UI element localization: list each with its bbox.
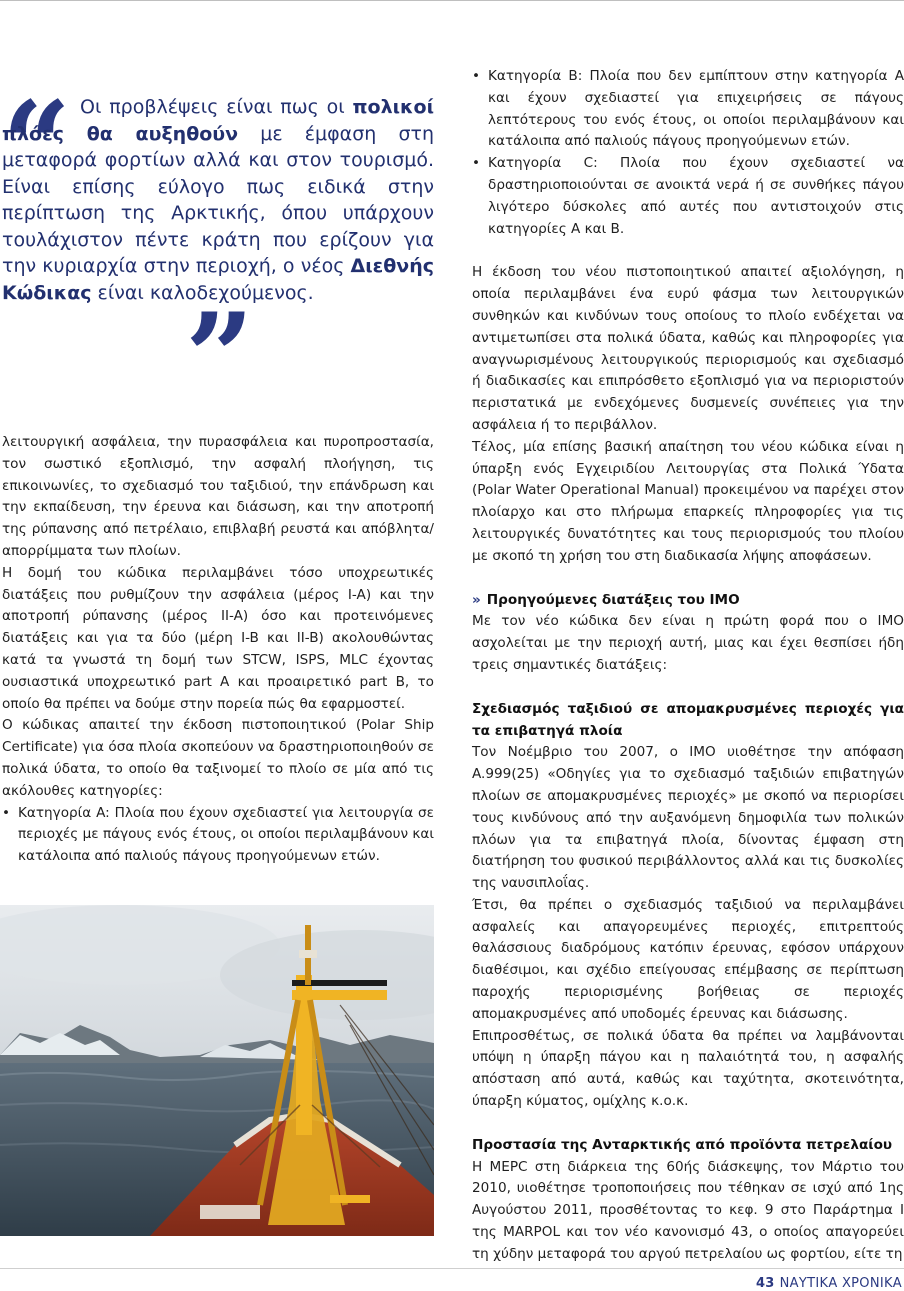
left-paragraph-1: λειτουργική ασφάλεια, την πυρασφάλεια και πυροπροστασία, τον σωστικό εξοπλισμό, την ασφαλή πλοήγηση, τις επικοινωνίες, το σχεδιασμό του ταξιδιού, την επάνδρωση και την εκπαίδευση, την έρευνα και διάσωση, και την αποτροπή της ρύπανσης από πετρέλαιο, επιβλαβή ρευστά και απόβλητα/απορρίμματα των πλοίων. [2, 434, 434, 559]
page-number: 43 [755, 1276, 775, 1291]
pull-quote [2, 75, 434, 428]
page-footer [756, 1276, 902, 1291]
right-paragraph-6: Επιπροσθέτως, σε πολικά ύδατα θα πρέπει να λαμβάνονται υπόψη η ύπαρξη πάγου και η παλαιότητά του, η ασφαλής απόσταση από αυτά, καθώς και ταχύτητα, σκοτεινότητα, ύπαρξη κύματος, ομίχλης κ.ο.κ. [472, 1027, 904, 1110]
right-paragraph-5: Έτσι, θα πρέπει ο σχεδιασμός ταξιδιού να περιλαμβάνει ασφαλείς και απαγορευμένες περιοχές, επιτρεπτούς θαλάσσιους διαδρόμους κατόπιν έρευνας, εφόσον υπάρχουν διαθέσιμοι, και σχέδιο επείγουσας επέμβασης σε περίπτωση παροχής περιορισμένης βοήθειας σε περιοχές απομακρυσμένες από υποδομές έρευνας και διάσωσης. [472, 896, 904, 1022]
ship-photo [0, 905, 434, 1236]
spacer [472, 240, 904, 262]
pull-quote-text [2, 94, 434, 306]
close-quote-icon: ” [185, 287, 255, 428]
subheading-2: Προστασία της Ανταρκτικής από προϊόντα πετρελαίου [472, 1136, 893, 1153]
subheading-1: Σχεδιασμός ταξιδιού σε απομακρυσμένες περιοχές για τα επιβατηγά πλοία [472, 700, 904, 739]
top-rule [0, 0, 904, 1]
footer-rule [0, 1268, 904, 1269]
pq-part3: είναι καλοδεχούμενος. [91, 281, 314, 304]
right-column [472, 66, 904, 1266]
category-c-item: • Κατηγορία C: Πλοία που έχουν σχεδιαστεί να δραστηριοποιούνται σε ανοικτά νερά ή σε συνθήκες πάγου λιγότερο δύσκολες από αυτές που αντιστοιχούν στις κατηγορίες A και B. [472, 153, 904, 240]
category-b-item: • Κατηγορία B: Πλοία που δεν εμπίπτουν στην κατηγορία A και έχουν σχεδιαστεί για επιχειρήσεις σε πάγους λεπτότερους του ενός έτους, οι οποίοι περιλαμβάνουν και κατάλοιπα από παλιούς πάγους προηγούμενων ετών. [472, 66, 904, 153]
right-paragraph-1: Η έκδοση του νέου πιστοποιητικού απαιτεί αξιολόγηση, η οποία περιλαμβάνει ένα ευρύ φάσμα των λειτουργικών συνθηκών και κινδύνων τους οποίους το πλοίο ενδέχεται να αντιμετωπίσει στα πολικά ύδατα, καθώς και πληροφορίες για αναγνωρισμένους λειτουργικούς περιορισμούς και σχεδιασμό ή διαδικασίες και επιπρόσθετο εξοπλισμό για να περιοριστούν περιστατικά με ενδεχόμενες δυσμενείς συνέπειες για την ασφάλεια ή το περιβάλλον. [472, 264, 904, 433]
category-list-continued [472, 66, 904, 240]
spacer [472, 677, 904, 699]
left-paragraph-3: Ο κώδικας απαιτεί την έκδοση πιστοποιητικού (Polar Ship Certificate) για όσα πλοία σκοπεύουν να δραστηριοποιηθούν σε πολικά ύδατα, το οποίο θα ταξινομεί το πλοίο σε μία από τις ακόλουθες κατηγορίες: [2, 717, 434, 799]
chevron-right-icon: » [472, 591, 481, 608]
right-paragraph-7: Η MEPC στη διάρκεια της 60ής διάσκεψης, τον Μάρτιο του 2010, υιοθέτησε τροποποιήσεις που τέθηκαν σε ισχύ από 1ης Αυγούστου 2011, προσθέτοντας το κεφ. 9 στο Παράρτημα I της MARPOL και τον νέο κανονισμό 43, ο οποίος απαγορεύει τη χύδην μεταφορά του αργού πετρελαίου ως φορτίου, είτε τη [472, 1158, 904, 1262]
pq-part2: με έμφαση στη μεταφορά φορτίων αλλά και στον τουρισμό. Είναι επίσης εύλογο πως ειδικά στην περίπτωση της Αρκτικής, όπου υπάρχουν τουλάχιστον πέντε κράτη που ερίζουν για την κυριαρχία στην περιοχή, ο νέος [2, 122, 434, 277]
right-paragraph-2: Τέλος, μία επίσης βασική απαίτηση του νέου κώδικα είναι η ύπαρξη ενός Εγχειριδίου Λειτουργίας στα Πολικά Ύδατα (Polar Water Operational Manual) προκειμένου να παρέχει στον πλοίαρχο και στο πλήρωμα επαρκείς πληροφορίες για τις λειτουργικές δυνατότητες και τους περιορισμούς του πλοίου με σκοπό τη χρήση του στη διαδικασία λήψης αποφάσεων. [472, 438, 904, 564]
ship-bow-icebergs-photo-icon [0, 905, 434, 1236]
spacer [472, 1113, 904, 1135]
section-heading-text: Προηγούμενες διατάξεις του IMO [486, 591, 740, 608]
right-paragraph-3: Με τον νέο κώδικα δεν είναι η πρώτη φορά που ο IMO ασχολείται με την περιοχή αυτή, μιας και έχει θεσπίσει ήδη τρεις σημαντικές διατάξεις: [472, 613, 904, 673]
category-list [2, 803, 434, 868]
section-heading [472, 590, 904, 612]
category-a-item: • Κατηγορία A: Πλοία που έχουν σχεδιαστεί για λειτουργία σε περιοχές με πάγους ενός έτους, οι οποίοι περιλαμβάνουν και κατάλοιπα από παλιούς πάγους προηγούμενων ετών. [2, 803, 434, 868]
left-column [2, 432, 434, 868]
pq-bold1: πολικοί πλόες θα αυξηθούν [2, 96, 434, 145]
spacer [472, 568, 904, 590]
open-quote-icon: “ [2, 75, 72, 216]
pq-part1: Οι προβλέψεις είναι πως οι [80, 96, 353, 118]
magazine-name: ΝΑΥΤΙΚΑ ΧΡΟΝΙΚΑ [779, 1276, 902, 1291]
left-paragraph-2: Η δομή του κώδικα περιλαμβάνει τόσο υποχρεωτικές διατάξεις που ρυθμίζουν την ασφάλεια (μέρος I-A) και την αποτροπή ρύπανσης (μέρος II-A) όσο και προτεινόμενες διατάξεις και για τα δύο (μέρη I-B και II-B) ακολουθώντας κατά τα γνωστά τη δομή των STCW, ISPS, MLC έχοντας ουσιαστικά υποχρεωτικό part A και προαιρετικό part B, το οποίο θα πρέπει να δούμε στην πορεία πώς θα εφαρμοστεί. [2, 564, 434, 712]
pq-bold2: Διεθνής Κώδικας [2, 255, 434, 304]
right-paragraph-4: Τον Νοέμβριο του 2007, ο IMO υιοθέτησε την απόφαση A.999(25) «Οδηγίες για το σχεδιασμό ταξιδιών επιβατηγών πλοίων σε απομακρυσμένες περιοχές» με σκοπό να περιορίσει τους κινδύνους από την αυξανόμενη δημοφιλία των πολικών πλόων για τα επιβατηγά πλοία, δίνοντας έμφαση στη διατήρηση του φυσικού περιβάλλοντος αλλά και τις δυσκολίες της ναυσιπλοΐας. [472, 744, 904, 892]
